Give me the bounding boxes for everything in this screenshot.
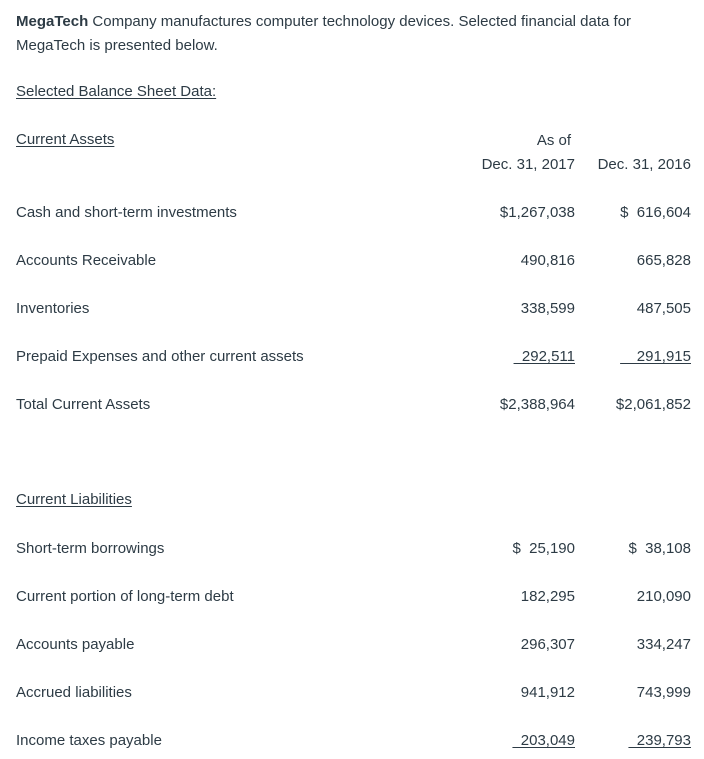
row-label-cash: Cash and short-term investments (16, 204, 237, 221)
current-assets-heading: Current Assets (16, 131, 115, 148)
current-liabilities-heading: Current Liabilities (16, 491, 132, 508)
row-label-inventories: Inventories (16, 300, 90, 317)
value-2017-current-portion-debt: 182,295 (520, 588, 575, 605)
value-2016-cash: $ 616,604 (620, 204, 691, 221)
col-2016-header: Dec. 31, 2016 (597, 156, 691, 173)
row-label-accounts-payable: Accounts payable (16, 636, 135, 653)
value-2017-income-taxes-payable: 203,049 (512, 732, 575, 749)
intro-paragraph (16, 10, 686, 58)
row-label-total-current-assets: Total Current Assets (16, 396, 151, 413)
value-2016-income-taxes-payable: 239,793 (628, 732, 691, 749)
value-2016-inventories: 487,505 (636, 300, 691, 317)
row-label-accrued-liabilities: Accrued liabilities (16, 684, 132, 701)
value-2017-cash: $1,267,038 (499, 204, 575, 221)
value-2017-accounts-payable: 296,307 (520, 636, 575, 653)
col-2017-header: Dec. 31, 2017 (481, 156, 575, 173)
row-label-income-taxes-payable: Income taxes payable (16, 732, 162, 749)
value-2017-prepaid-expenses: 292,511 (513, 348, 575, 365)
section-title: Selected Balance Sheet Data: (16, 83, 217, 100)
value-2017-inventories: 338,599 (520, 300, 575, 317)
intro-text: Company manufactures computer technology devices. Selected financial data for MegaTech is presented below. (16, 13, 632, 54)
value-2016-current-portion-debt: 210,090 (636, 588, 691, 605)
value-2016-short-term-borrowings: $ 38,108 (628, 540, 691, 557)
value-2017-short-term-borrowings: $ 25,190 (512, 540, 575, 557)
value-2016-total-current-assets: $2,061,852 (615, 396, 691, 413)
row-label-accounts-receivable: Accounts Receivable (16, 252, 157, 269)
value-2016-accrued-liabilities: 743,999 (636, 684, 691, 701)
value-2016-accounts-receivable: 665,828 (636, 252, 691, 269)
value-2017-accrued-liabilities: 941,912 (520, 684, 575, 701)
row-label-current-portion-debt: Current portion of long-term debt (16, 588, 234, 605)
company-name: MegaTech (16, 13, 89, 30)
as-of-label: As of (536, 132, 571, 149)
value-2016-accounts-payable: 334,247 (636, 636, 691, 653)
value-2017-total-current-assets: $2,388,964 (499, 396, 575, 413)
row-label-short-term-borrowings: Short-term borrowings (16, 540, 165, 557)
value-2017-accounts-receivable: 490,816 (520, 252, 575, 269)
value-2016-prepaid-expenses: 291,915 (620, 348, 691, 365)
row-label-prepaid-expenses: Prepaid Expenses and other current assets (16, 348, 304, 365)
